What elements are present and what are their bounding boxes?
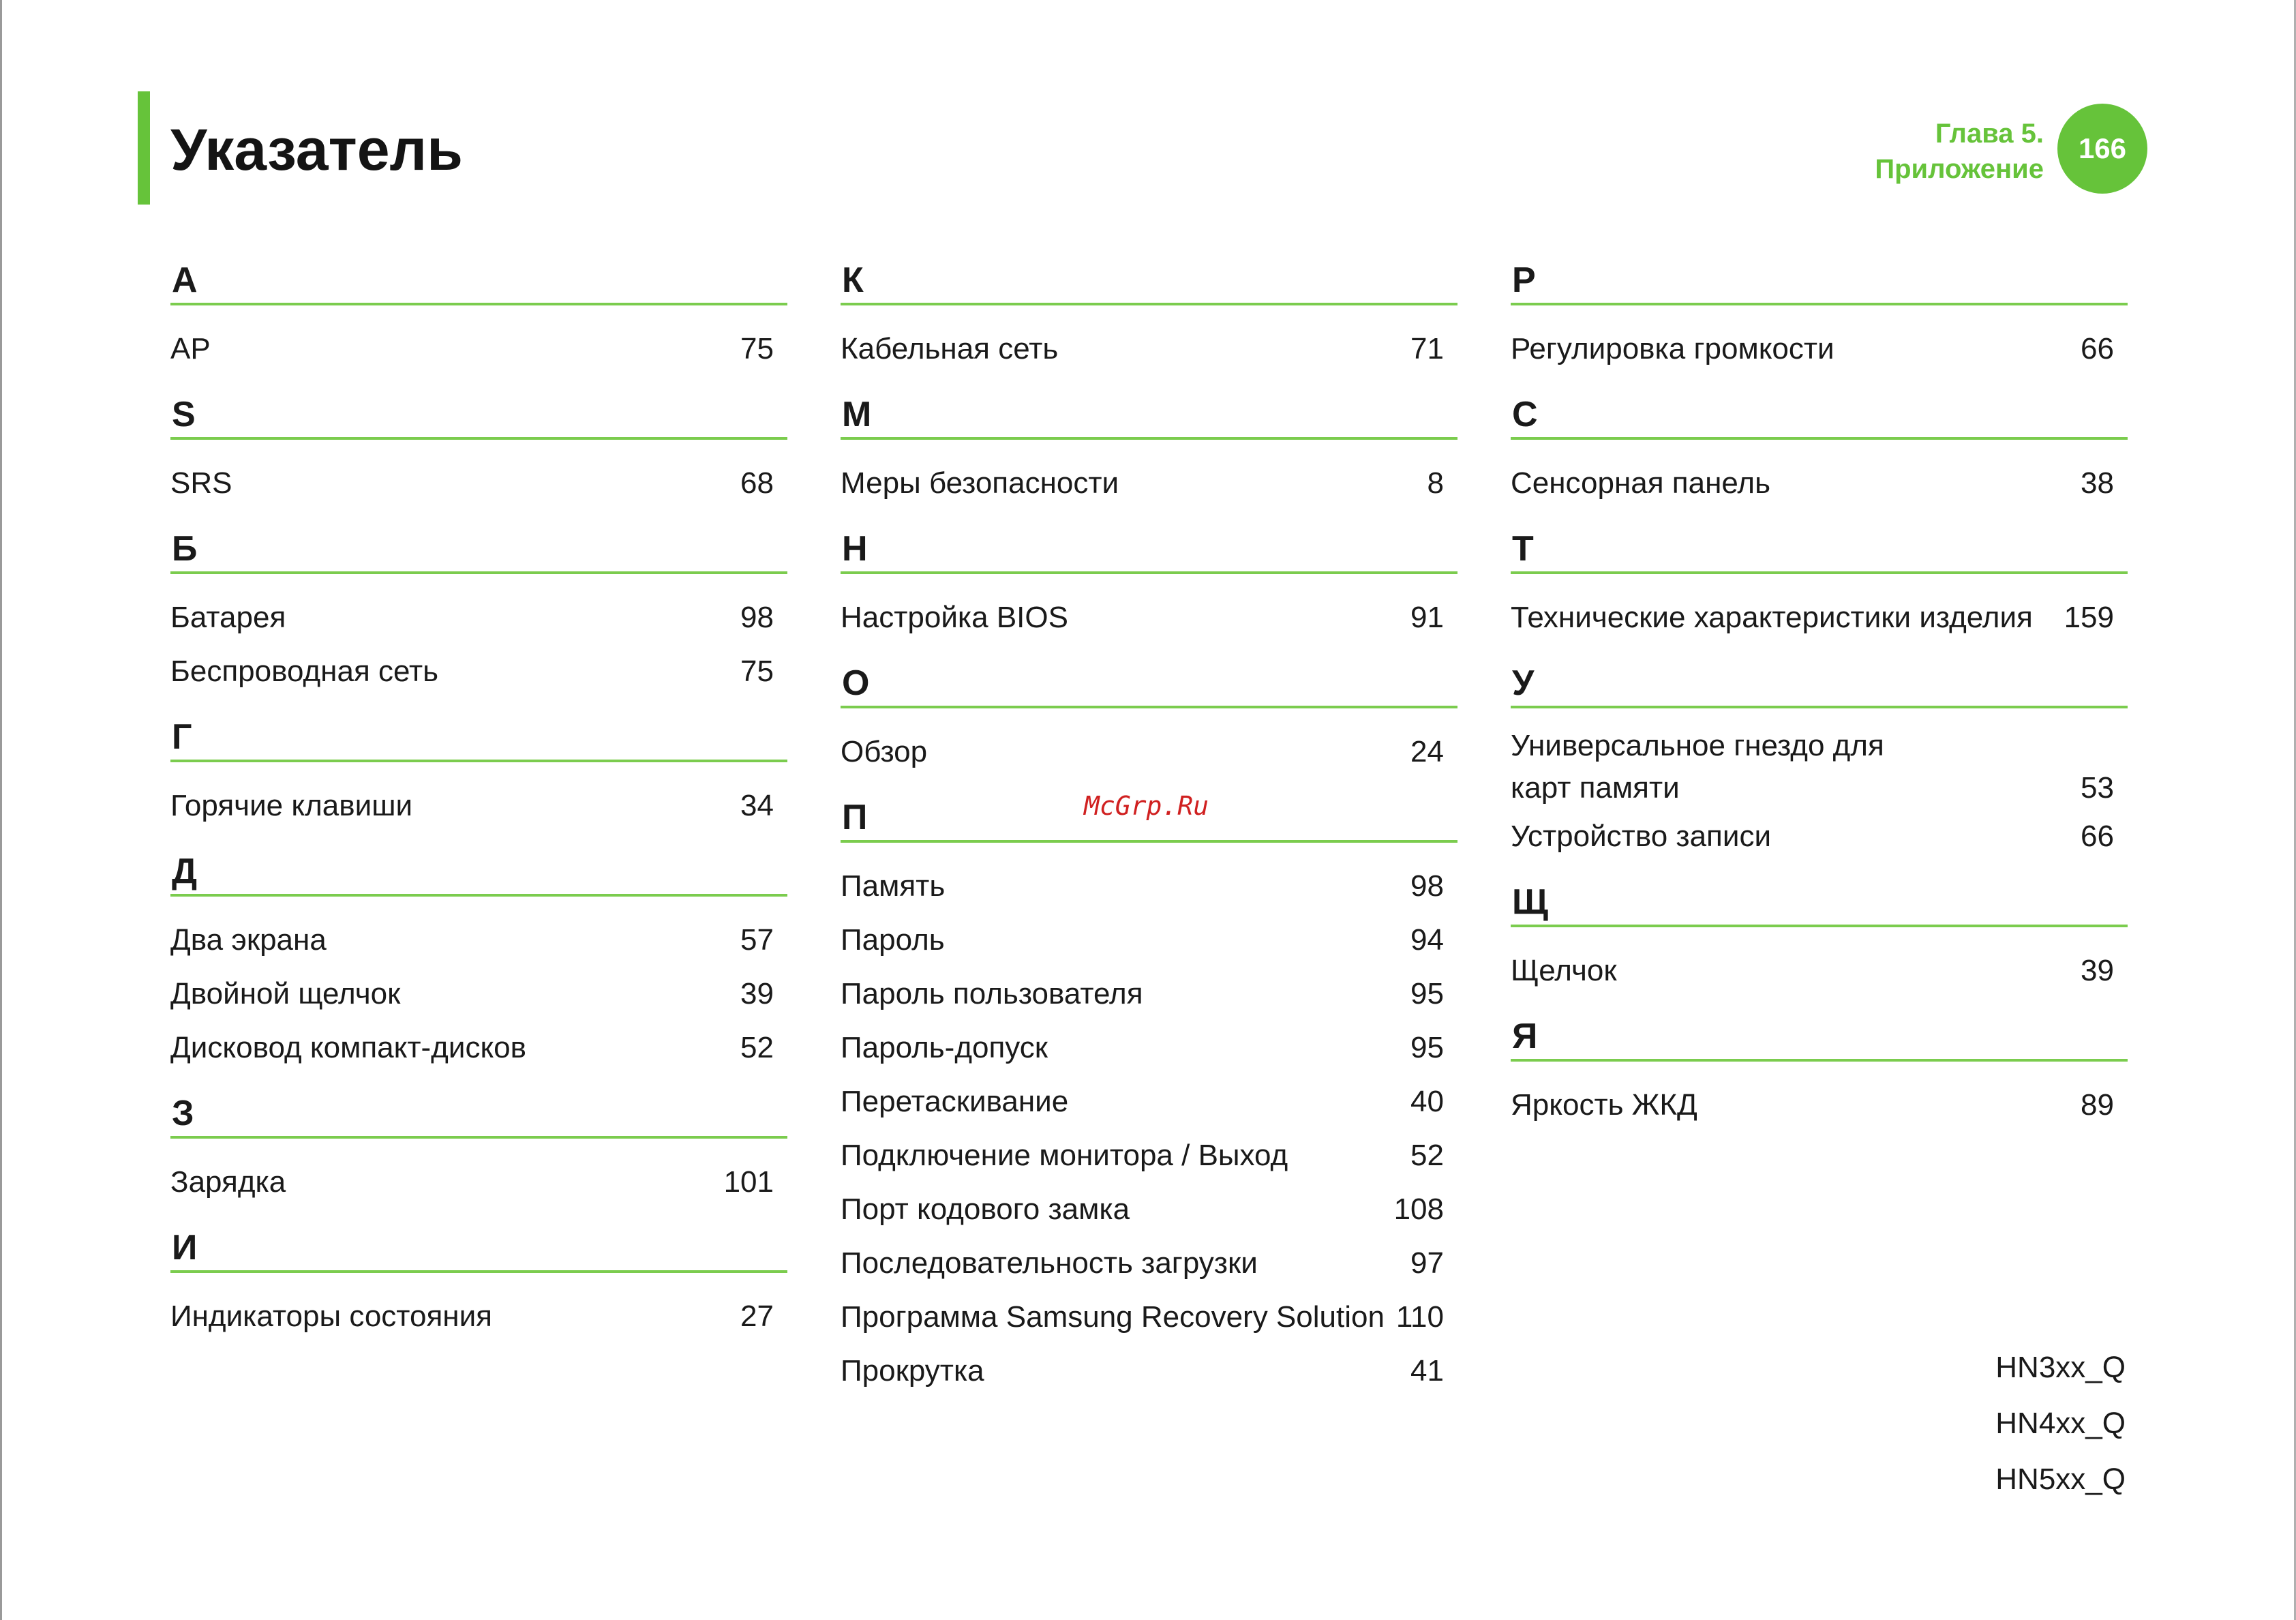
index-entry	[1511, 590, 2128, 644]
index-entry-label: Щелчок	[1511, 954, 1617, 987]
index-entry	[841, 1236, 1457, 1290]
title-accent-bar	[138, 91, 150, 205]
index-entry	[1511, 809, 2128, 863]
index-entry	[841, 1075, 1457, 1128]
index-entry-list	[170, 1273, 787, 1343]
index-entry	[170, 1155, 787, 1209]
index-entry	[841, 913, 1457, 967]
index-entry-list	[1511, 708, 2128, 863]
chapter-number: Глава 5.	[1935, 119, 2044, 149]
index-entry	[1511, 944, 2128, 997]
index-entry-label: Прокрутка	[841, 1354, 984, 1388]
index-entry-page: 110	[1395, 1300, 1444, 1334]
index-entry	[841, 1128, 1457, 1182]
page-border	[0, 0, 2, 1620]
model-code: HN5xx_Q	[1995, 1462, 2126, 1496]
chapter-name: Приложение	[1875, 154, 2044, 184]
index-entry-page: 68	[740, 466, 774, 500]
index-entry	[841, 1021, 1457, 1075]
index-entry-list	[841, 843, 1457, 1398]
index-entry-page: 95	[1410, 1031, 1444, 1064]
index-entry-page: 98	[1410, 869, 1444, 903]
index-entry-label: Порт кодового замка	[841, 1192, 1130, 1226]
index-letter-heading: Щ	[1511, 882, 2128, 927]
index-entry-label: Пароль	[841, 923, 945, 957]
index-entry-list	[170, 574, 787, 698]
index-entry-label: Беспроводная сеть	[170, 655, 439, 688]
index-letter-heading: П	[841, 798, 1457, 843]
index-entry-list	[1511, 440, 2128, 510]
index-entry-label: Универсальное гнездо для карт памяти	[1511, 729, 1884, 805]
index-entry	[170, 590, 787, 644]
index-entry-list	[170, 440, 787, 510]
index-column-2	[841, 252, 1457, 1398]
index-entry-page: 98	[740, 601, 774, 634]
index-entry	[170, 967, 787, 1021]
index-letter-heading: Б	[170, 529, 787, 574]
index-letter-heading: Н	[841, 529, 1457, 574]
index-entry-page: 75	[740, 655, 774, 688]
index-entry-page: 39	[740, 977, 774, 1010]
index-entry-page: 41	[1410, 1354, 1444, 1388]
index-entry-label: AP	[170, 332, 211, 365]
index-letter-heading: И	[170, 1228, 787, 1273]
index-entry	[170, 456, 787, 510]
model-code: HN3xx_Q	[1995, 1351, 2126, 1384]
index-entry	[841, 590, 1457, 644]
index-entry-list	[1511, 1062, 2128, 1132]
index-entry-list	[170, 897, 787, 1075]
index-entry-page: 97	[1410, 1246, 1444, 1280]
index-entry	[841, 725, 1457, 779]
index-entry-page: 108	[1393, 1192, 1444, 1226]
index-entry-page: 101	[723, 1165, 774, 1199]
index-entry-label: Сенсорная панель	[1511, 466, 1771, 500]
index-entry-page: 39	[2081, 954, 2114, 987]
index-entry-page: 53	[2081, 771, 2114, 805]
index-letter-heading: У	[1511, 663, 2128, 708]
index-entry-list	[841, 574, 1457, 644]
index-entry-label: Обзор	[841, 735, 928, 768]
index-entry-page: 52	[1410, 1139, 1444, 1172]
index-entry	[170, 913, 787, 967]
index-column-3	[1511, 252, 2128, 1132]
index-entry-list	[841, 440, 1457, 510]
index-entry-label: Пароль-допуск	[841, 1031, 1048, 1064]
index-entry-page: 94	[1410, 923, 1444, 957]
index-entry-page: 38	[2081, 466, 2114, 500]
index-entry	[170, 644, 787, 698]
index-entry	[841, 967, 1457, 1021]
index-entry-list	[841, 305, 1457, 376]
index-letter-heading: Г	[170, 717, 787, 762]
model-list	[1995, 1340, 2126, 1508]
index-entry-page: 91	[1410, 601, 1444, 634]
index-entry	[170, 322, 787, 376]
index-entry-label: Меры безопасности	[841, 466, 1119, 500]
index-entry-label: Технические характеристики изделия	[1511, 601, 2033, 634]
index-entry-page: 66	[2081, 820, 2114, 853]
index-entry-list	[170, 1139, 787, 1209]
index-entry-label: Кабельная сеть	[841, 332, 1059, 365]
index-letter-heading: Р	[1511, 260, 2128, 305]
index-entry-page: 57	[740, 923, 774, 957]
index-entry-label: Регулировка громкости	[1511, 332, 1834, 365]
index-entry-page: 159	[2064, 601, 2114, 634]
index-letter-heading: С	[1511, 395, 2128, 440]
index-entry-page: 52	[740, 1031, 774, 1064]
index-entry	[841, 1182, 1457, 1236]
index-entry	[1511, 322, 2128, 376]
index-entry-list	[841, 708, 1457, 779]
index-entry-list	[1511, 305, 2128, 376]
index-entry-page: 66	[2081, 332, 2114, 365]
index-entry-label: Двойной щелчок	[170, 977, 401, 1010]
index-entry	[170, 1289, 787, 1343]
index-letter-heading: Т	[1511, 529, 2128, 574]
index-letter-heading: Я	[1511, 1017, 2128, 1062]
index-entry-page: 71	[1410, 332, 1444, 365]
index-letter-heading: К	[841, 260, 1457, 305]
index-entry-label: Яркость ЖКД	[1511, 1088, 1697, 1122]
index-letter-heading: З	[170, 1094, 787, 1139]
index-entry-label: SRS	[170, 466, 232, 500]
index-entry-label: Горячие клавиши	[170, 789, 413, 822]
index-entry-label: Настройка BIOS	[841, 601, 1068, 634]
index-entry	[1511, 456, 2128, 510]
index-entry-label: Устройство записи	[1511, 820, 1772, 853]
index-entry-label: Перетаскивание	[841, 1085, 1069, 1118]
index-entry-label: Дисковод компакт-дисков	[170, 1031, 527, 1064]
page-title: Указатель	[170, 117, 464, 183]
index-entry	[1511, 725, 2128, 809]
index-entry	[841, 1290, 1457, 1344]
index-entry-page: 8	[1427, 466, 1444, 500]
index-entry-label: Индикаторы состояния	[170, 1300, 492, 1333]
index-entry-page: 27	[740, 1300, 774, 1333]
index-letter-heading: S	[170, 395, 787, 440]
index-entry-label: Зарядка	[170, 1165, 286, 1199]
page-number-badge: 166	[2057, 104, 2147, 194]
index-entry-list	[170, 762, 787, 832]
index-entry-page: 24	[1410, 735, 1444, 768]
index-entry-label: Последовательность загрузки	[841, 1246, 1258, 1280]
watermark: McGrp.Ru	[1084, 791, 1209, 821]
index-entry-label: Батарея	[170, 601, 286, 634]
index-entry-label: Память	[841, 869, 946, 903]
index-entry-label: Пароль пользователя	[841, 977, 1143, 1010]
index-letter-heading: A	[170, 260, 787, 305]
index-entry-page: 34	[740, 789, 774, 822]
index-entry	[841, 322, 1457, 376]
model-code: HN4xx_Q	[1995, 1407, 2126, 1440]
index-entry	[841, 456, 1457, 510]
index-entry	[170, 779, 787, 832]
index-entry-page: 40	[1410, 1085, 1444, 1118]
index-entry-page: 75	[740, 332, 774, 365]
index-letter-heading: М	[841, 395, 1457, 440]
index-entry-page: 95	[1410, 977, 1444, 1010]
index-entry	[1511, 1078, 2128, 1132]
index-entry-list	[1511, 927, 2128, 997]
index-letter-heading: О	[841, 663, 1457, 708]
index-entry-label: Подключение монитора / Выход	[841, 1139, 1288, 1172]
index-entry-label: Программа Samsung Recovery Solution	[841, 1300, 1385, 1334]
index-entry-list	[1511, 574, 2128, 644]
index-entry-list	[170, 305, 787, 376]
index-entry	[170, 1021, 787, 1075]
index-column-1	[170, 252, 787, 1343]
index-entry-label: Два экрана	[170, 923, 327, 957]
index-entry	[841, 1344, 1457, 1398]
chapter-label	[1875, 116, 2044, 187]
index-entry-page: 89	[2081, 1088, 2114, 1122]
index-letter-heading: Д	[170, 852, 787, 897]
index-entry	[841, 859, 1457, 913]
